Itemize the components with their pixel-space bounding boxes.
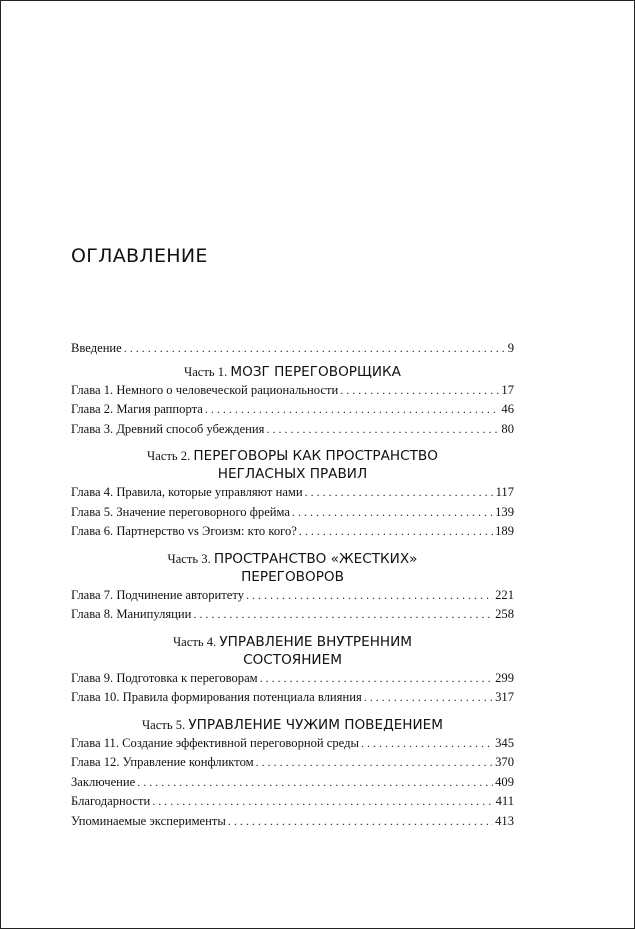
toc-entry-label: Глава 1. Немного о человеческой рациональности [71, 382, 339, 397]
toc-entry-label: Глава 4. Правила, которые управляют нами [71, 485, 303, 499]
toc-entry-label: Заключение [71, 774, 136, 789]
toc-entry-label: Упоминаемые эксперименты [71, 813, 226, 828]
toc-entry-page: 299 [495, 670, 514, 685]
toc-entry-closing[interactable] [71, 773, 514, 793]
toc-entry-page: 17 [501, 382, 514, 397]
part-caption: УПРАВЛЕНИЕ ЧУЖИМ ПОВЕДЕНИЕМ [188, 716, 444, 733]
toc-entry-label: Введение [71, 341, 122, 355]
toc-entry-chapter[interactable] [71, 522, 514, 542]
toc-entry-closing[interactable] [71, 812, 514, 832]
toc-entry-closing[interactable] [71, 792, 514, 812]
part-caption: ПРОСТРАНСТВО «ЖЕСТКИХ» [213, 550, 418, 567]
leader-dots [193, 605, 493, 625]
toc-entry-page: 413 [495, 813, 514, 828]
toc-entry-page: 221 [495, 587, 514, 602]
toc-entry-page: 189 [495, 524, 514, 538]
leader-dots [205, 400, 500, 420]
toc-entry-chapter[interactable] [71, 669, 514, 689]
table-of-contents [71, 339, 514, 831]
parts-container [71, 359, 514, 773]
leader-dots [266, 420, 499, 440]
toc-entry-chapter[interactable] [71, 503, 514, 523]
toc-entry-page: 9 [507, 341, 514, 355]
leader-dots [340, 381, 499, 401]
toc-entry-label: Глава 5. Значение переговорного фрейма [71, 504, 291, 519]
toc-entry-label: Глава 3. Древний способ убеждения [71, 421, 265, 436]
toc-entry-label: Глава 11. Создание эффективной переговорной среды [71, 735, 359, 750]
leader-dots [137, 773, 493, 793]
leader-dots [152, 792, 493, 812]
toc-entry-chapter[interactable] [71, 734, 514, 754]
leader-dots [256, 753, 493, 773]
part-heading[interactable] [71, 550, 514, 586]
toc-entry-label: Глава 12. Управление конфликтом [71, 755, 254, 769]
part-prefix: Часть 3. [167, 551, 211, 566]
toc-entry-page: 117 [495, 485, 514, 499]
toc-entry-page: 258 [495, 607, 514, 621]
toc-entry-chapter[interactable] [71, 605, 514, 625]
leader-dots [228, 812, 493, 832]
toc-entry-label: Благодарности [71, 794, 151, 808]
leader-dots [124, 339, 506, 359]
toc-entry-intro[interactable] [71, 339, 514, 359]
leader-dots [364, 688, 493, 708]
part-caption-line2: СОСТОЯНИЕМ [243, 651, 342, 668]
part-heading[interactable] [71, 716, 514, 734]
leader-dots [305, 483, 494, 503]
toc-entry-chapter[interactable] [71, 753, 514, 773]
toc-entry-page: 139 [495, 504, 514, 519]
leader-dots [299, 522, 493, 542]
page-title: ОГЛАВЛЕНИЕ [71, 245, 208, 267]
toc-entry-page: 409 [495, 774, 514, 789]
part-prefix: Часть 4. [172, 634, 217, 649]
part-caption-line2: ПЕРЕГОВОРОВ [241, 568, 344, 585]
leader-dots [246, 586, 493, 606]
toc-entry-label: Глава 10. Правила формирования потенциала влияния [71, 690, 362, 704]
toc-entry-page: 345 [495, 735, 514, 750]
part-caption: МОЗГ ПЕРЕГОВОРЩИКА [230, 363, 401, 380]
toc-entry-label: Глава 6. Партнерство vs Эгоизм: кто кого? [71, 524, 297, 538]
part-prefix: Часть 2. [147, 449, 191, 463]
toc-entry-chapter[interactable] [71, 586, 514, 606]
toc-entry-chapter[interactable] [71, 400, 514, 420]
toc-entry-page: 370 [495, 755, 514, 769]
part-heading[interactable] [71, 447, 514, 483]
toc-entry-page: 46 [501, 402, 514, 416]
toc-entry-chapter[interactable] [71, 381, 514, 401]
part-heading[interactable] [71, 633, 514, 669]
part-caption-line2: НЕГЛАСНЫХ ПРАВИЛ [217, 466, 368, 482]
leader-dots [260, 669, 493, 689]
toc-entry-label: Глава 2. Магия раппорта [71, 402, 203, 416]
part-caption: ПЕРЕГОВОРЫ КАК ПРОСТРАНСТВО [193, 448, 438, 464]
leader-dots [361, 734, 493, 754]
closing-container [71, 773, 514, 832]
toc-entry-page: 317 [495, 690, 514, 704]
toc-entry-page: 411 [495, 794, 514, 808]
part-prefix: Часть 1. [184, 364, 228, 379]
toc-entry-label: Глава 8. Манипуляции [71, 607, 192, 621]
toc-entry-label: Глава 7. Подчинение авторитету [71, 587, 244, 602]
toc-entry-chapter[interactable] [71, 688, 514, 708]
toc-entry-page: 80 [501, 421, 514, 436]
part-prefix: Часть 5. [141, 717, 186, 732]
part-caption: УПРАВЛЕНИЕ ВНУТРЕННИМ [219, 633, 413, 650]
leader-dots [292, 503, 493, 523]
part-heading[interactable] [71, 363, 514, 381]
toc-entry-chapter[interactable] [71, 483, 514, 503]
toc-entry-chapter[interactable] [71, 420, 514, 440]
toc-entry-label: Глава 9. Подготовка к переговорам [71, 670, 258, 685]
